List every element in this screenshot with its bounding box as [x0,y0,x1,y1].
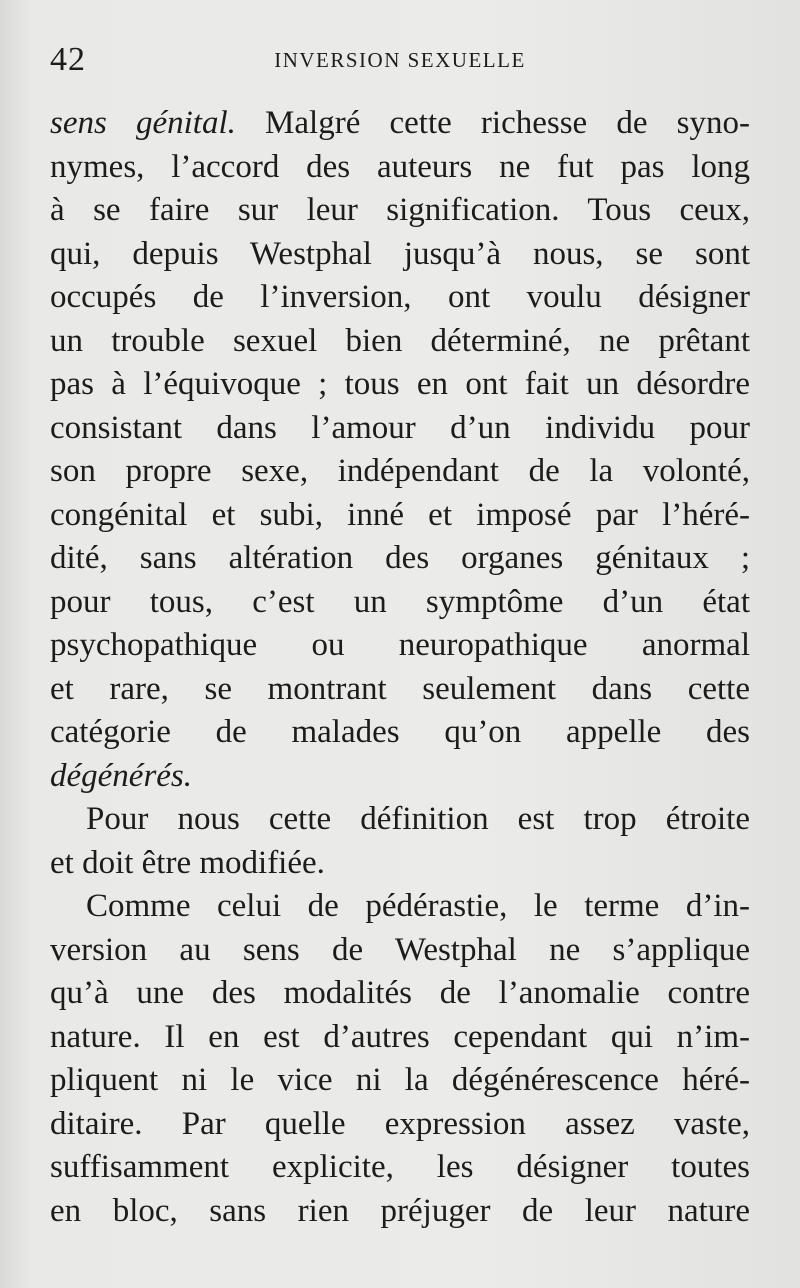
text-line: pour tous, c’est un symptôme d’un état [50,583,750,620]
italic-phrase: dégénérés. [50,757,193,794]
text-line: en bloc, sans rien préjuger de leur nature [50,1192,750,1229]
text-line: qui, depuis Westphal jusqu’à nous, se sont [50,235,750,272]
text-line: Comme celui de pédérastie, le terme d’in- [86,888,750,924]
body-text [50,102,750,1233]
page-number: 42 [50,41,86,78]
page-header [50,40,750,80]
italic-phrase: sens génital. [50,105,236,141]
running-head: INVERSION SEXUELLE [274,48,526,72]
text-line: occupés de l’inversion, ont voulu désigner [50,279,750,315]
text-line: pas à l’équivoque ; tous en ont fait un désordre [50,366,750,402]
text-line: suffisamment explicite, les désigner toutes [50,1149,750,1185]
text-line: sens génital. Malgré cette richesse de syno- [50,105,750,141]
text-line: et rare, se montrant seulement dans cette [50,670,750,707]
text-line: nature. Il en est d’autres cependant qui n’im- [50,1018,750,1055]
text-line: ditaire. Par quelle expression assez vaste, [50,1105,750,1142]
text-line: catégorie de malades qu’on appelle des [50,714,750,750]
text-line: consistant dans l’amour d’un individu pour [50,409,750,446]
text-line: son propre sexe, indépendant de la volonté, [50,453,750,489]
text-line: qu’à une des modalités de l’anomalie contre [50,975,750,1011]
text-line: nymes, l’accord des auteurs ne fut pas long [50,148,750,185]
text-line: à se faire sur leur signification. Tous ceux, [50,192,750,228]
text-line: congénital et subi, inné et imposé par l’héré- [50,496,750,533]
text-line: Pour nous cette définition est trop étroite [86,801,750,837]
text-line: version au sens de Westphal ne s’applique [50,931,750,968]
text-line: psychopathique ou neuropathique anormal [50,627,750,663]
text-line: et doit être modifiée. [50,844,325,881]
text-line: pliquent ni le vice ni la dégénérescence héré- [50,1062,750,1098]
text-line [50,755,750,799]
text-line: un trouble sexuel bien déterminé, ne prêtant [50,322,750,359]
text-line: dité, sans altération des organes génitaux ; [50,540,750,576]
